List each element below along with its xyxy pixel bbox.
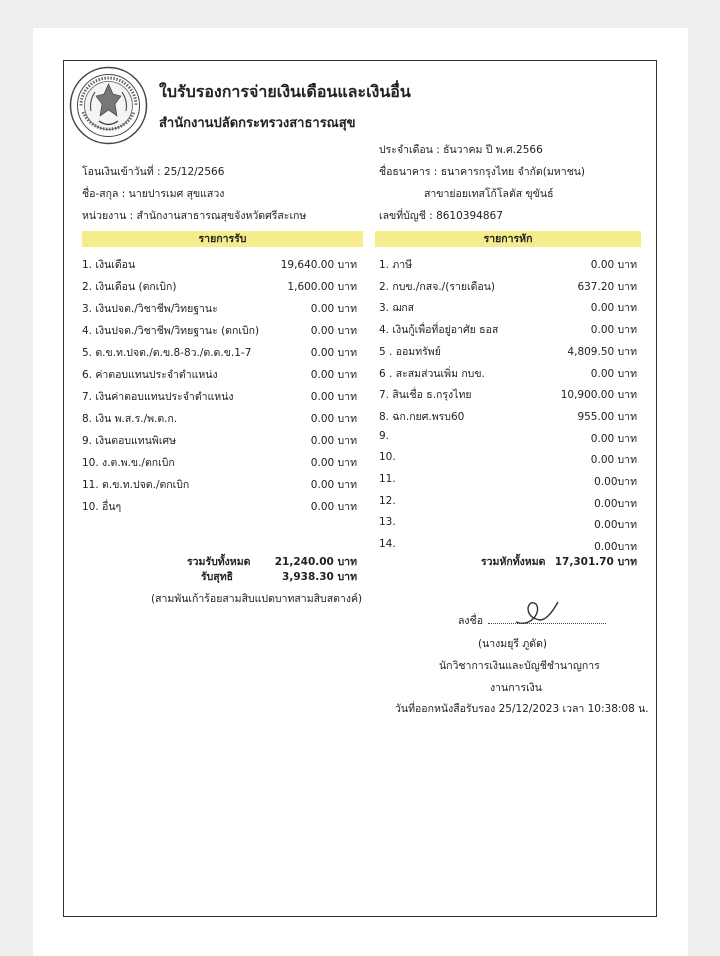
deduction-item-amount: 0.00 บาท — [590, 454, 637, 467]
deduction-item-label: 14. — [379, 538, 396, 551]
income-row — [82, 432, 357, 448]
income-row — [82, 366, 357, 382]
deduction-item-amount: 0.00บาท — [594, 497, 637, 510]
income-row — [82, 388, 357, 404]
deduction-row — [379, 343, 637, 359]
document-subtitle: สำนักงานปลัดกระทรวงสาธารณสุข — [159, 116, 356, 131]
pay-month: ประจำเดือน : ธันวาคม ปี พ.ศ.2566 — [379, 144, 543, 156]
deduction-item-label: 13. — [379, 516, 396, 529]
net-value: 3,938.30 บาท — [282, 571, 357, 583]
income-item-amount: 0.00 บาท — [310, 391, 357, 403]
income-item-amount: 1,600.00 บาท — [287, 281, 357, 293]
bank-name: ชื่อธนาคาร : ธนาคารกรุงไทย จำกัด(มหาชน) — [379, 166, 586, 178]
income-item-amount: 0.00 บาท — [310, 303, 357, 315]
sign-label: ลงชื่อ — [458, 615, 483, 627]
issue-timestamp: วันที่ออกหนังสือรับรอง 25/12/2023 เวลา 10:38:08 น. — [395, 703, 649, 715]
income-total-value: 21,240.00 บาท — [274, 556, 357, 568]
deduction-row — [379, 321, 637, 337]
income-item-label: 8. เงิน พ.ส.ร./พ.ต.ก. — [82, 413, 178, 425]
deduction-item-amount: 10,900.00 บาท — [560, 389, 637, 402]
income-item-amount: 0.00 บาท — [310, 457, 357, 469]
income-row — [82, 278, 357, 294]
deduction-row — [379, 408, 637, 424]
deduction-item-amount: 0.00 บาท — [590, 302, 637, 315]
deduction-row — [379, 430, 637, 446]
deduction-row — [379, 516, 637, 532]
deduction-item-label: 11. — [379, 473, 396, 485]
deduction-item-amount: 0.00 บาท — [590, 367, 637, 380]
transfer-date: โอนเงินเข้าวันที่ : 25/12/2566 — [82, 166, 225, 178]
deduction-total-row — [481, 553, 637, 569]
income-row — [82, 322, 357, 338]
income-row — [82, 256, 357, 272]
deduction-item-label: 8. ฉก.กยศ.พรบ60 — [379, 410, 465, 423]
income-item-label: 6. ค่าตอบแทนประจำตำแหน่ง — [82, 369, 218, 381]
income-item-label: 5. ต.ข.ท.ปจต./ต.ข.8-8ว./ต.ด.ข.1-7 — [82, 347, 252, 359]
deduction-item-label: 12. — [379, 494, 396, 507]
income-item-amount: 19,640.00 บาท — [280, 259, 357, 271]
deduction-item-label: 5 . ออมทรัพย์ — [379, 345, 441, 358]
income-row — [82, 454, 357, 470]
deduction-row — [379, 386, 637, 402]
signer-department: งานการเงิน — [490, 682, 542, 694]
deduction-row — [379, 256, 637, 272]
deduction-item-label: 1. ภาษี — [379, 259, 413, 271]
income-item-label: 1. เงินเดือน — [82, 259, 136, 271]
net-label: รับสุทธิ — [201, 571, 234, 583]
deduction-item-label: 9. — [379, 429, 390, 442]
deduction-item-amount: 955.00 บาท — [577, 410, 637, 423]
income-total-row — [150, 553, 357, 569]
deduction-total-value: 17,301.70 บาท — [554, 556, 637, 568]
document-title: ใบรับรองการจ่ายเงินเดือนและเงินอื่น — [159, 82, 411, 101]
employee-name: ชื่อ-สกุล : นายปารเมศ สุขแสวง — [82, 188, 225, 200]
income-row — [82, 410, 357, 426]
deduction-item-amount: 0.00บาท — [594, 519, 637, 532]
deduction-item-label: 2. กบข./กสจ./(รายเดือน) — [379, 280, 495, 293]
income-item-label: 11. ต.ข.ท.ปจต./ตกเบิก — [82, 479, 190, 491]
income-item-label: 4. เงินปจต./วิชาชีพ/วิทยฐานะ (ตกเบิก) — [82, 325, 260, 337]
income-row — [82, 476, 357, 492]
income-item-label: 9. เงินตอบแทนพิเศษ — [82, 435, 177, 447]
deduction-item-amount: 0.00 บาท — [590, 259, 637, 271]
deduction-item-amount: 0.00 บาท — [590, 432, 637, 445]
income-row — [82, 344, 357, 360]
income-item-label: 10. ง.ต.พ.ข./ตกเบิก — [82, 457, 175, 469]
net-in-words: (สามพันเก้าร้อยสามสิบแปดบาทสามสิบสตางค์) — [151, 593, 363, 605]
income-item-amount: 0.00 บาท — [310, 435, 357, 447]
deduction-item-amount: 0.00บาท — [594, 476, 637, 488]
deduction-item-amount: 0.00บาท — [594, 541, 637, 554]
bank-branch: สาขาย่อยเทสโก้โลตัส ขุขันธ์ — [424, 188, 554, 200]
deduction-row — [379, 365, 637, 381]
ministry-seal-icon — [69, 66, 148, 145]
income-item-amount: 0.00 บาท — [310, 413, 357, 425]
deduction-row — [379, 451, 637, 467]
deduction-header: รายการหัก — [375, 231, 641, 247]
deduction-row — [379, 473, 637, 489]
deduction-item-label: 3. ฌกส — [379, 302, 415, 315]
deduction-item-label: 10. — [379, 451, 396, 464]
income-row — [82, 498, 357, 514]
income-item-label: 10. อื่นๆ — [82, 501, 122, 513]
signer-position: นักวิชาการเงินและบัญชีชำนาญการ — [439, 660, 600, 672]
income-header: รายการรับ — [82, 231, 363, 247]
deduction-item-amount: 637.20 บาท — [577, 280, 637, 293]
income-row — [82, 300, 357, 316]
income-total-label: รวมรับทั้งหมด — [187, 556, 251, 568]
income-item-label: 2. เงินเดือน (ตกเบิก) — [82, 281, 177, 293]
deduction-row — [379, 278, 637, 294]
signature-mark-icon — [512, 598, 562, 628]
deduction-item-label: 6 . สะสมส่วนเพิ่ม กบข. — [379, 367, 485, 380]
income-item-label: 7. เงินค่าตอบแทนประจำตำแหน่ง — [82, 391, 234, 403]
deduction-item-amount: 4,809.50 บาท — [567, 345, 637, 358]
income-item-amount: 0.00 บาท — [310, 347, 357, 359]
deduction-item-label: 4. เงินกู้เพื่อที่อยู่อาศัย ธอส — [379, 324, 499, 337]
deduction-row — [379, 495, 637, 511]
deduction-item-amount: 0.00 บาท — [590, 324, 637, 337]
deduction-total-label: รวมหักทั้งหมด — [481, 556, 546, 568]
income-item-amount: 0.00 บาท — [310, 479, 357, 491]
deduction-row — [379, 538, 637, 554]
signer-name: (นางมยุรี ภูดัด) — [478, 638, 548, 650]
income-item-label: 3. เงินปจต./วิชาชีพ/วิทยฐานะ — [82, 303, 218, 315]
deduction-item-label: 7. สินเชื่อ ธ.กรุงไทย — [379, 389, 472, 402]
account-number: เลขที่บัญชี : 8610394867 — [379, 210, 503, 222]
deduction-row — [379, 299, 637, 315]
net-row — [150, 568, 357, 584]
agency: หน่วยงาน : สำนักงานสาธารณสุขจังหวัดศรีสะเกษ — [82, 210, 307, 222]
income-item-amount: 0.00 บาท — [310, 325, 357, 337]
income-item-amount: 0.00 บาท — [310, 369, 357, 381]
income-item-amount: 0.00 บาท — [310, 501, 357, 513]
